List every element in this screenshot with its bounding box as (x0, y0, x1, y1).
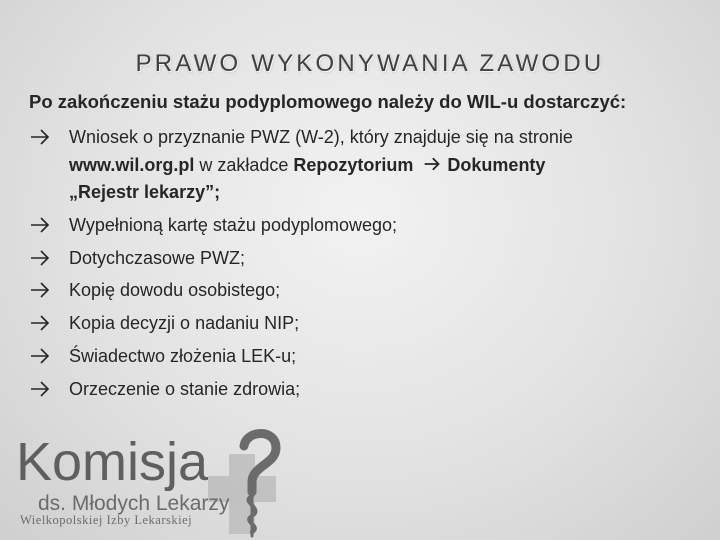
register-text: „Rejestr lekarzy”; (69, 182, 221, 202)
arrow-right-icon (29, 378, 51, 400)
arrow-right-icon (422, 155, 442, 173)
list-item (29, 277, 709, 305)
logo-subtitle: ds. Młodych Lekarzy (38, 492, 230, 515)
item-text: Świadectwo złożenia LEK-u; (69, 345, 297, 366)
list-item (29, 343, 709, 371)
organization-logo (14, 424, 284, 540)
slide-title: PRAWO WYKONYWANIA ZAWODU (135, 50, 605, 77)
list-item (29, 212, 709, 240)
website-link[interactable]: www.wil.org.pl (69, 154, 195, 175)
arrow-right-icon (29, 214, 51, 236)
documents-section-text: Dokumenty (442, 154, 546, 175)
logo-name: Komisja (16, 432, 209, 492)
item-text: Wypełnioną kartę stażu podyplomowego; (69, 214, 398, 235)
repository-tab-text: Repozytorium (293, 154, 414, 175)
item-text: Wniosek o przyznanie PWZ (W-2), który znajduje się na stronie (69, 127, 573, 147)
arrow-right-icon (29, 247, 51, 269)
item-text: Orzeczenie o stanie zdrowia; (69, 378, 301, 399)
intro-text: Po zakończeniu stażu podyplomowego należy do WIL-u dostarczyć: (29, 91, 627, 112)
requirements-list (29, 124, 709, 409)
item-text: Kopię dowodu osobistego; (69, 280, 281, 301)
item-text: Kopia decyzji o nadaniu NIP; (69, 313, 300, 334)
list-item (29, 310, 709, 338)
arrow-right-icon (29, 345, 51, 367)
arrow-right-icon (29, 126, 51, 148)
list-item (29, 245, 709, 273)
item-text: Dotychczasowe PWZ; (69, 247, 246, 268)
list-item (29, 376, 709, 404)
item-text: w zakładce (194, 154, 294, 175)
list-item (29, 124, 709, 207)
logo-chamber: Wielkopolskiej Izby Lekarskiej (20, 513, 193, 527)
arrow-right-icon (29, 279, 51, 301)
arrow-right-icon (29, 312, 51, 334)
